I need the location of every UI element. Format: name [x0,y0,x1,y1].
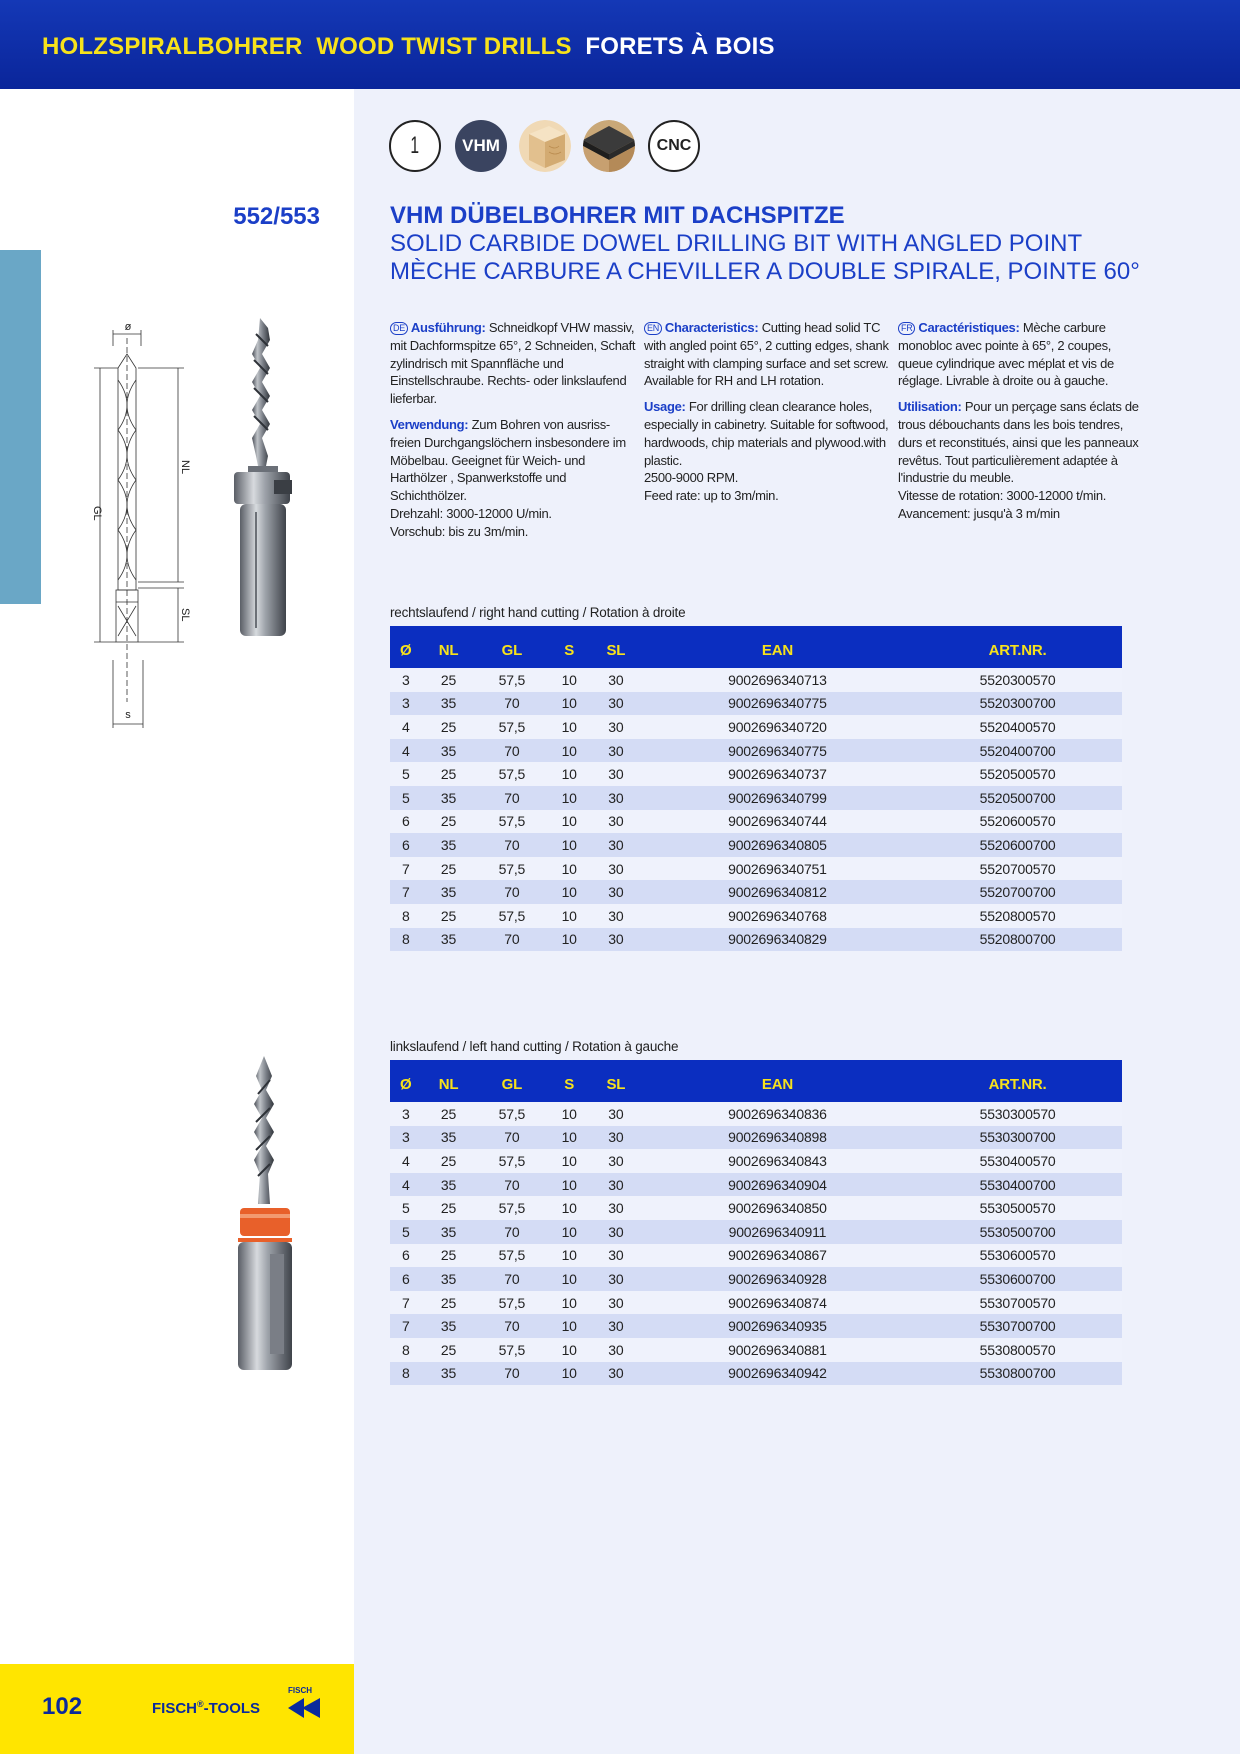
desc-fr-heading2: Utilisation: [898,399,962,415]
table-cell: 9002696340805 [642,833,913,857]
table-cell: 10 [548,1314,590,1338]
table-cell: 25 [422,1196,476,1220]
table-cell: 57,5 [476,1338,549,1362]
solid-wood-icon [519,120,571,172]
table-row [390,1267,1122,1291]
table-cell: 10 [548,692,590,716]
table-cell: 35 [422,1220,476,1244]
cnc-label: CNC [656,137,692,154]
table-cell: 57,5 [476,1196,549,1220]
table-cell: 30 [590,880,642,904]
table-cell: 10 [548,715,590,739]
table-cell: 25 [422,904,476,928]
table-cell: 7 [390,1314,422,1338]
table-cell: 35 [422,880,476,904]
desc-fr-heading1: Caractéristiques: [918,320,1020,335]
table-cell: 7 [390,857,422,881]
table-cell: 5530400570 [913,1149,1122,1173]
table-row [390,1314,1122,1338]
table-cell: 25 [422,762,476,786]
desc-en-heading1: Characteristics: [664,320,759,335]
table-cell: 10 [548,668,590,692]
vhm-carbide-icon [455,120,507,172]
table-row [390,1244,1122,1268]
desc-de-text2: Zum Bohren von ausriss-freien Durchgangslöchern insbesondere im Möbelbau. Geeignet für Weich- und Harthölzer , Spanwerkstoffe und Schichthölzer. [390,416,626,504]
header-title-fr: FORETS À BOIS [585,33,775,60]
table-row [390,928,1122,952]
table-cell: 30 [590,1314,642,1338]
table-cell: 9002696340904 [642,1173,913,1197]
table-cell: 9002696340812 [642,880,913,904]
one-piece-label: 1 [410,132,420,159]
table-cell: 9002696340775 [642,739,913,763]
table-row [390,668,1122,692]
table-cell: 10 [548,857,590,881]
table-cell: 30 [590,1291,642,1315]
description-en [644,319,892,513]
table-cell: 8 [390,1362,422,1386]
table-cell: 35 [422,833,476,857]
table-row [390,857,1122,881]
table-cell: 25 [422,1244,476,1268]
table-cell: 70 [476,1314,549,1338]
table-cell: 10 [548,833,590,857]
table-cell: 5530800700 [913,1362,1122,1386]
table-cell: 10 [548,1267,590,1291]
table-row [390,833,1122,857]
drill-technical-drawing [80,310,200,730]
table-cell: 30 [590,739,642,763]
table-cell: 10 [548,1338,590,1362]
description-de [390,319,638,549]
table-row [390,1291,1122,1315]
table-cell: 3 [390,1126,422,1150]
table-cell: 5520700570 [913,857,1122,881]
table-cell: 9002696340942 [642,1362,913,1386]
table-cell: 30 [590,1267,642,1291]
table-cell: 10 [548,904,590,928]
brand-reg: ® [197,1699,204,1709]
column-header: S [548,1060,590,1102]
table-cell: 9002696340720 [642,715,913,739]
table-cell: 10 [548,1126,590,1150]
table-row [390,1102,1122,1126]
table-cell: 10 [548,762,590,786]
table-cell: 4 [390,1173,422,1197]
table-cell: 7 [390,880,422,904]
table-header [390,1060,1122,1102]
table-cell: 30 [590,762,642,786]
table-row [390,880,1122,904]
table-cell: 35 [422,1267,476,1291]
side-accent-bar [0,250,41,604]
flag-en-icon: EN [644,322,662,335]
table-row [390,739,1122,763]
table-row [390,692,1122,716]
table-row [390,1362,1122,1386]
s-label: s [125,709,131,721]
vhm-label: VHM [462,136,500,155]
table-cell: 9002696340867 [642,1244,913,1268]
table-cell: 9002696340843 [642,1149,913,1173]
table-cell: 70 [476,739,549,763]
brand-name [152,1699,260,1717]
table-cell: 25 [422,668,476,692]
table-cell: 9002696340874 [642,1291,913,1315]
table-left-caption: linkslaufend / left hand cutting / Rotation à gauche [390,1039,679,1054]
table-cell: 35 [422,1126,476,1150]
table-cell: 57,5 [476,1149,549,1173]
table-cell: 70 [476,1267,549,1291]
table-cell: 5520500570 [913,762,1122,786]
column-header: ART.NR. [913,1060,1122,1102]
cnc-icon [648,120,700,172]
spec-table-left-hand [390,1060,1122,1385]
table-cell: 9002696340768 [642,904,913,928]
table-cell: 70 [476,1362,549,1386]
table-cell: 10 [548,1149,590,1173]
table-cell: 30 [590,715,642,739]
table-cell: 5530400700 [913,1173,1122,1197]
table-cell: 70 [476,928,549,952]
table-cell: 30 [590,1149,642,1173]
desc-en-heading2: Usage: [644,399,686,415]
table-cell: 9002696340928 [642,1267,913,1291]
header-title [42,33,775,61]
table-cell: 9002696340881 [642,1338,913,1362]
table-cell: 70 [476,880,549,904]
table-cell: 9002696340829 [642,928,913,952]
desc-en-text4: Feed rate: up to 3m/min. [644,488,779,504]
table-cell: 5530300570 [913,1102,1122,1126]
column-header: SL [590,1060,642,1102]
desc-fr-text3: Vitesse de rotation: 3000-12000 t/min. [898,488,1107,504]
desc-de-text1: Schneidkopf VHW massiv, mit Dachformspitze 65°, 2 Schneiden, Schaft zylindrisch mit Spannfläche und Einstellschraube. Rechts- oder linkslaufend lieferbar. [390,320,636,407]
table-cell: 10 [548,1244,590,1268]
table-cell: 30 [590,668,642,692]
table-cell: 5530500700 [913,1220,1122,1244]
table-cell: 30 [590,1220,642,1244]
table-cell: 25 [422,715,476,739]
table-row [390,1173,1122,1197]
table-cell: 25 [422,1291,476,1315]
table-cell: 5530600700 [913,1267,1122,1291]
desc-de-text3: Drehzahl: 3000-12000 U/min. [390,505,552,521]
table-cell: 5520800700 [913,928,1122,952]
title-fr: MÈCHE CARBURE A CHEVILLER A DOUBLE SPIRALE, POINTE 60° [390,258,1140,285]
table-cell: 10 [548,786,590,810]
table-cell: 6 [390,810,422,834]
table-cell: 9002696340850 [642,1196,913,1220]
page-number: 102 [42,1693,83,1720]
table-cell: 5520500700 [913,786,1122,810]
table-row [390,1338,1122,1362]
table-cell: 35 [422,692,476,716]
table-cell: 5 [390,1196,422,1220]
table-cell: 10 [548,1196,590,1220]
drill-photo-right-hand [230,316,300,646]
brand-prefix: FISCH [152,1700,197,1717]
desc-fr-text1: Mèche carbure monobloc avec pointe à 65°, 2 coupes, queue cylindrique avec méplat et vis de réglage. Livrable à droite ou à gauche. [898,320,1114,389]
one-piece-icon [389,120,441,172]
table-cell: 5 [390,1220,422,1244]
table-cell: 5520300570 [913,668,1122,692]
table-cell: 9002696340751 [642,857,913,881]
table-cell: 25 [422,857,476,881]
title-de: VHM DÜBELBOHRER MIT DACHSPITZE [390,202,845,229]
table-cell: 35 [422,928,476,952]
table-cell: 30 [590,1173,642,1197]
table-cell: 57,5 [476,762,549,786]
table-cell: 70 [476,833,549,857]
table-cell: 57,5 [476,1291,549,1315]
table-cell: 5 [390,786,422,810]
table-cell: 57,5 [476,904,549,928]
brand-suffix: -TOOLS [203,1700,261,1717]
fisch-fish-logo-icon [284,1684,324,1720]
table-cell: 5520600570 [913,810,1122,834]
table-cell: 57,5 [476,810,549,834]
table-cell: 9002696340744 [642,810,913,834]
column-header: GL [476,626,549,668]
table-cell: 30 [590,928,642,952]
title-en: SOLID CARBIDE DOWEL DRILLING BIT WITH ANGLED POINT [390,230,1083,257]
sl-label: SL [179,608,191,622]
desc-fr-text2: Pour un perçage sans éclats de trous débouchants dans les bois tendres, durs et reconstitués, ainsi que les panneaux revêtus. Tout particulièrement adaptée à l'industrie du meuble. [898,399,1139,486]
column-header: GL [476,1060,549,1102]
table-cell: 6 [390,1244,422,1268]
flag-de-icon: DE [390,322,408,335]
table-row [390,1196,1122,1220]
table-cell: 5520700700 [913,880,1122,904]
table-cell: 30 [590,857,642,881]
table-cell: 10 [548,1173,590,1197]
spec-table-right-hand [390,626,1122,951]
table-cell: 6 [390,833,422,857]
table-cell: 5520800570 [913,904,1122,928]
table-cell: 10 [548,1362,590,1386]
coated-board-icon [583,120,635,172]
table-cell: 3 [390,692,422,716]
column-header: ART.NR. [913,626,1122,668]
table-cell: 30 [590,833,642,857]
desc-en-text3: 2500-9000 RPM. [644,470,739,486]
table-cell: 5 [390,762,422,786]
logo-text: FISCH [288,1686,312,1695]
table-cell: 5520300700 [913,692,1122,716]
table-cell: 8 [390,1338,422,1362]
table-cell: 30 [590,1126,642,1150]
table-cell: 10 [548,880,590,904]
table-cell: 5530800570 [913,1338,1122,1362]
desc-en-text1: Cutting head solid TC with angled point 65°, 2 cutting edges, shank straight with clamping surface and set screw. Available for RH and LH rotation. [644,320,889,389]
table-cell: 4 [390,1149,422,1173]
table-cell: 25 [422,1102,476,1126]
table-cell: 5520400700 [913,739,1122,763]
column-header: Ø [390,1060,422,1102]
table-row [390,715,1122,739]
column-header: NL [422,626,476,668]
table-cell: 6 [390,1267,422,1291]
desc-fr-text4: Avancement: jusqu'à 3 m/min [898,505,1060,521]
table-cell: 9002696340911 [642,1220,913,1244]
table-cell: 30 [590,786,642,810]
table-cell: 8 [390,904,422,928]
table-cell: 70 [476,1173,549,1197]
table-cell: 5530700700 [913,1314,1122,1338]
table-cell: 9002696340898 [642,1126,913,1150]
table-cell: 5530300700 [913,1126,1122,1150]
column-header: Ø [390,626,422,668]
table-right-caption: rechtslaufend / right hand cutting / Rotation à droite [390,605,686,620]
gl-label: GL [91,506,103,521]
dia-label: ø [124,321,132,333]
table-cell: 70 [476,786,549,810]
table-cell: 10 [548,739,590,763]
table-cell: 30 [590,1102,642,1126]
table-cell: 30 [590,904,642,928]
table-cell: 57,5 [476,668,549,692]
table-cell: 10 [548,928,590,952]
table-cell: 9002696340836 [642,1102,913,1126]
table-cell: 9002696340737 [642,762,913,786]
table-cell: 70 [476,1126,549,1150]
header-title-en: WOOD TWIST DRILLS [316,33,572,60]
table-cell: 5520600700 [913,833,1122,857]
table-cell: 35 [422,1362,476,1386]
table-cell: 30 [590,1362,642,1386]
table-cell: 10 [548,1291,590,1315]
table-cell: 70 [476,692,549,716]
table-cell: 10 [548,810,590,834]
table-cell: 9002696340799 [642,786,913,810]
header-title-de: HOLZSPIRALBOHRER [42,33,303,60]
table-cell: 7 [390,1291,422,1315]
table-cell: 5530700570 [913,1291,1122,1315]
table-cell: 5520400570 [913,715,1122,739]
table-cell: 10 [548,1102,590,1126]
table-cell: 3 [390,1102,422,1126]
table-row [390,786,1122,810]
drill-photo-left-hand [230,1054,300,1384]
table-row [390,810,1122,834]
table-cell: 8 [390,928,422,952]
column-header: S [548,626,590,668]
table-cell: 57,5 [476,715,549,739]
table-cell: 57,5 [476,1102,549,1126]
table-cell: 35 [422,786,476,810]
column-header: EAN [642,1060,913,1102]
desc-en-text2: For drilling clean clearance holes, especially in cabinetry. Suitable for softwood, hardwoods, chip materials and plywood.with plastic. [644,399,889,468]
table-cell: 57,5 [476,857,549,881]
table-cell: 30 [590,1244,642,1268]
table-row [390,1149,1122,1173]
table-row [390,1126,1122,1150]
table-row [390,904,1122,928]
table-cell: 5530500570 [913,1196,1122,1220]
article-code: 552/553 [233,203,320,230]
desc-de-heading1: Ausführung: [410,320,486,335]
table-cell: 30 [590,1196,642,1220]
table-row [390,762,1122,786]
description-fr [898,319,1146,531]
table-cell: 4 [390,715,422,739]
column-header: SL [590,626,642,668]
desc-de-text4: Vorschub: bis zu 3m/min. [390,523,529,539]
table-cell: 30 [590,692,642,716]
table-cell: 9002696340935 [642,1314,913,1338]
table-cell: 4 [390,739,422,763]
table-cell: 70 [476,1220,549,1244]
table-cell: 9002696340775 [642,692,913,716]
table-cell: 25 [422,1338,476,1362]
column-header: EAN [642,626,913,668]
table-header [390,626,1122,668]
table-cell: 30 [590,810,642,834]
table-cell: 5530600570 [913,1244,1122,1268]
flag-fr-icon: FR [898,322,915,335]
table-cell: 3 [390,668,422,692]
table-cell: 25 [422,1149,476,1173]
table-cell: 35 [422,1314,476,1338]
nl-label: NL [179,460,191,475]
table-cell: 30 [590,1338,642,1362]
table-cell: 57,5 [476,1244,549,1268]
column-header: NL [422,1060,476,1102]
table-cell: 25 [422,810,476,834]
table-cell: 9002696340713 [642,668,913,692]
table-cell: 10 [548,1220,590,1244]
page-header [0,0,1240,89]
table-cell: 35 [422,1173,476,1197]
table-cell: 35 [422,739,476,763]
desc-de-heading2: Verwendung: [390,416,469,432]
table-row [390,1220,1122,1244]
